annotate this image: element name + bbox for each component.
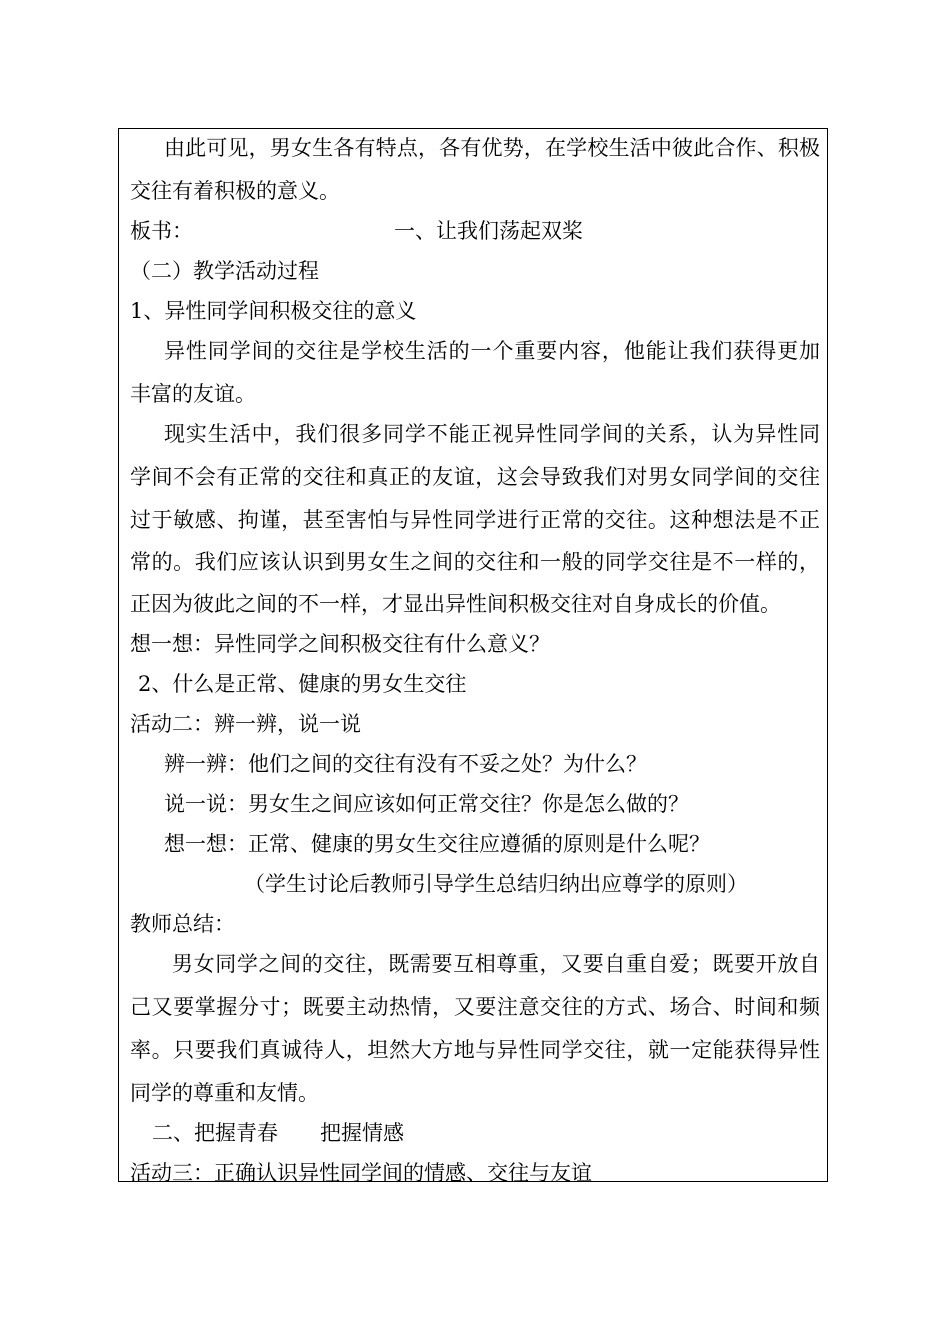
text-line: 学间不会有正常的交往和真正的友谊，这会导致我们对男女同学间的交往 (130, 465, 820, 489)
text-line: 交往有着积极的意义。 (130, 179, 340, 203)
text-line: 教师总结： (130, 912, 235, 936)
text-line: 异性同学间的交往是学校生活的一个重要内容，他能让我们获得更加 (164, 339, 820, 363)
section-heading: 2、什么是正常、健康的男女生交往 (138, 672, 467, 696)
text-line: 丰富的友谊。 (130, 382, 256, 406)
text-line: （学生讨论后教师引导学生总结归纳出应尊学的原则） (244, 872, 748, 896)
text-line: 同学的尊重和友情。 (130, 1081, 319, 1105)
text-line: 活动二：辨一辨，说一说 (130, 712, 361, 736)
section-heading: 二、把握青春 把握情感 (152, 1121, 404, 1145)
section-heading: 1、异性同学间积极交往的意义 (130, 299, 417, 323)
text-line: 男女同学之间的交往，既需要互相尊重，又要自重自爱；既要开放自 (172, 952, 820, 976)
text-line: 过于敏感、拘谨，甚至害怕与异性同学进行正常的交往。这种想法是不正 (130, 508, 820, 532)
text-line: 现实生活中，我们很多同学不能正视异性同学间的关系，认为异性同 (164, 422, 820, 446)
text-line: 己又要掌握分寸；既要主动热情，又要注意交往的方式、场合、时间和频 (130, 995, 820, 1019)
text-line: 活动三：正确认识异性同学间的情感、交往与友谊 (130, 1161, 592, 1185)
text-line: 板书： (130, 219, 193, 243)
text-line: 说一说：男女生之间应该如何正常交往？你是怎么做的？ (164, 792, 689, 816)
text-line: 常的。我们应该认识到男女生之间的交往和一般的同学交往是不一样的， (130, 550, 820, 574)
text-line: 辨一辨：他们之间的交往有没有不妥之处？为什么？ (164, 752, 647, 776)
text-line: 想一想：异性同学之间积极交往有什么意义？ (130, 632, 550, 656)
section-heading: （二）教学活动过程 (130, 259, 319, 283)
text-line: 想一想：正常、健康的男女生交往应遵循的原则是什么呢？ (164, 832, 710, 856)
text-line: 正因为彼此之间的不一样，才显出异性间积极交往对自身成长的价值。 (130, 592, 781, 616)
board-title: 一、让我们荡起双桨 (394, 219, 583, 243)
text-line: 由此可见，男女生各有特点，各有优势，在学校生活中彼此合作、积极 (164, 136, 820, 160)
text-line: 率。只要我们真诚待人，坦然大方地与异性同学交往，就一定能获得异性 (130, 1038, 820, 1062)
